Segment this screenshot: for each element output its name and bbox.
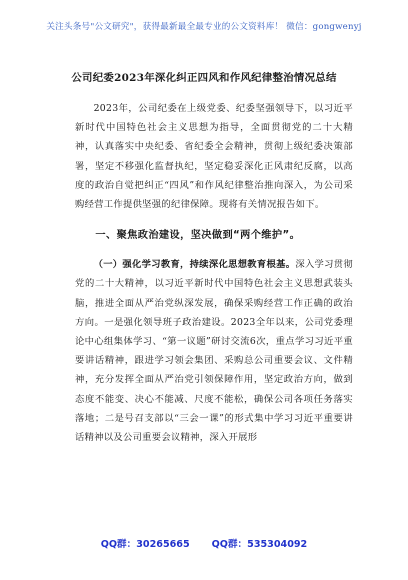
subsection-body: 深入学习贯彻党的二十大精神，以习近平新时代中国特色社会主义思想武装头脑，推进全面从严治党纵深发展，确保采购经营工作正确的政治方向。一是强化领导班子政治建设。2023全年以来，公司党委理论中心组集体学习、“第一议题”研讨交流6次，重点学习习近平重要讲话精神，跟进学习领会集团、采购总公司重要会议、文件精神，充分发挥全面从严治党引领保障作用，坚定政治方向，做到态度不能变、决心不能减、尺度不能松，确保公司各项任务落实落地；二是号召支部以“三会一课”的形式集中学习习近平重要讲话精神以及公司重要会议精神，深入开展形 [75, 259, 353, 444]
document-body [75, 99, 353, 447]
footer-qq-group-1: QQ群：30265665 [100, 539, 190, 550]
footer-contact [0, 536, 408, 550]
subsection-paragraph [75, 255, 353, 447]
section-heading: 一、聚焦政治建设，坚决做到“两个维护”。 [95, 230, 301, 242]
intro-paragraph: 2023年，公司纪委在上级党委、纪委坚强领导下，以习近平新时代中国特色社会主义思想为指导，全面贯彻党的二十大精神，认真落实中央纪委、省纪委全会精神，贯彻上级纪委决策部署，坚定不移强化监督执纪，坚定稳妥深化正风肃纪反腐，以高度的政治自觉把纠正“四风”和作风纪律整治推向深入，为公司采购经营工作提供坚强的纪律保障。现将有关情况报告如下。 [75, 103, 353, 211]
header-banner: 关注头条号"公文研究"，获得最新最全最专业的公文资料库！ 微信：gongwenyj [46, 22, 362, 32]
subsection-lead: （一）强化学习教育，持续深化思想教育根基。 [93, 259, 296, 271]
footer-qq-group-2: QQ群：535304092 [211, 539, 308, 550]
document-title: 公司纪委2023年深化纠正四风和作风纪律整治情况总结 [71, 72, 337, 84]
